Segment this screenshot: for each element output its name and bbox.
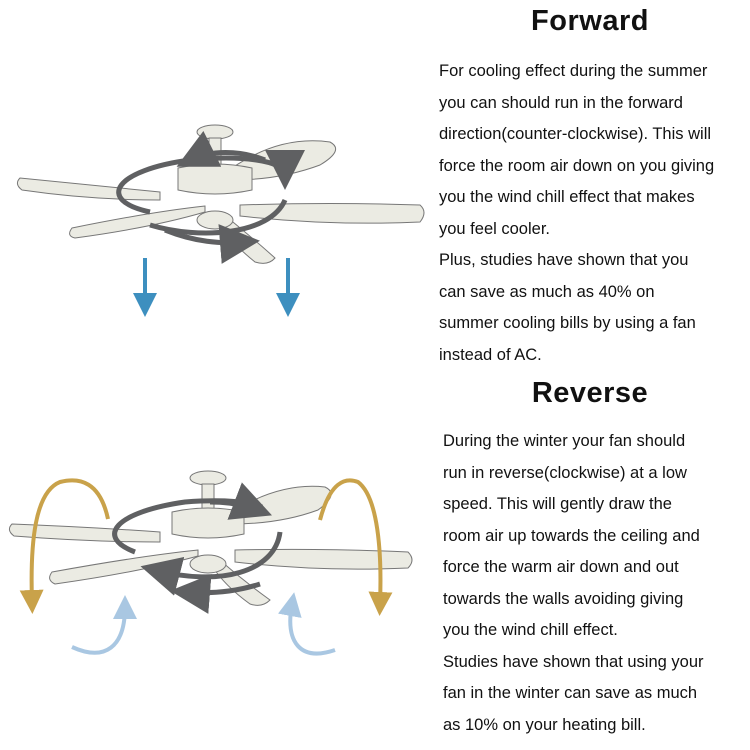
reverse-line: run in reverse(clockwise) at a low: [443, 463, 687, 482]
cool-air-arrow-icon: [72, 604, 335, 653]
reverse-line: as 10% on your heating bill.: [443, 715, 646, 734]
reverse-line: room air up towards the ceiling and: [443, 526, 700, 545]
airflow-down-arrow-icon: [145, 258, 288, 305]
reverse-fan-illustration: [0, 372, 440, 750]
forward-line: summer cooling bills by using a fan: [439, 314, 696, 332]
forward-line: Plus, studies have shown that you: [439, 251, 689, 269]
forward-line: can save as much as 40% on: [439, 282, 655, 301]
reverse-title: Reverse: [531, 377, 649, 409]
forward-title: Forward: [531, 5, 649, 37]
ceiling-fan-icon: [9, 471, 412, 605]
forward-line: direction(counter-clockwise). This will: [439, 125, 712, 143]
forward-line: you feel cooler.: [439, 219, 550, 238]
forward-section: [0, 0, 750, 372]
forward-line: force the room air down on you giving: [439, 156, 715, 175]
reverse-description: [443, 426, 748, 741]
forward-description: [439, 56, 749, 371]
forward-line: instead of AC.: [439, 345, 542, 364]
reverse-line: Studies have shown that using your: [443, 652, 704, 671]
reverse-section: [0, 372, 750, 750]
reverse-line: fan in the winter can save as much: [443, 684, 698, 702]
reverse-line: During the winter your fan should: [443, 432, 686, 450]
forward-fan-illustration: [0, 0, 440, 372]
reverse-line: you the wind chill effect.: [443, 621, 618, 639]
forward-line: For cooling effect during the summer: [439, 62, 708, 80]
reverse-line: force the warm air down and out: [443, 558, 679, 576]
reverse-line: speed. This will gently draw the: [443, 495, 672, 513]
reverse-line: towards the walls avoiding giving: [443, 589, 684, 608]
forward-line: you can should run in the forward: [439, 93, 683, 112]
forward-line: you the wind chill effect that makes: [439, 188, 695, 206]
